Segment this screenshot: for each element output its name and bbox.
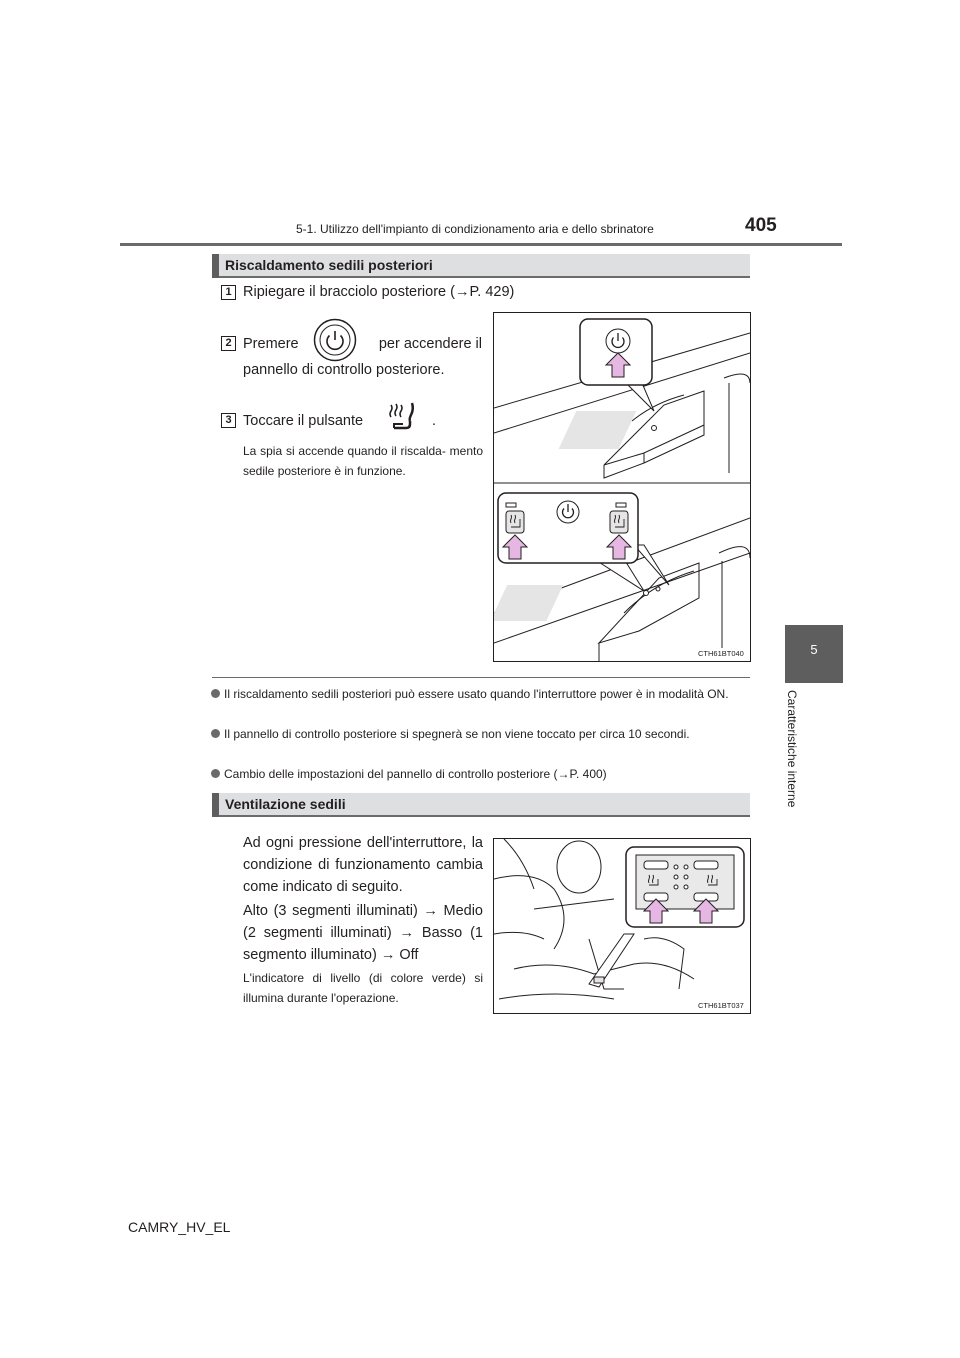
step-2-text-after: per accendere il: [378, 336, 482, 352]
step-3-note: La spia si accende quando il riscalda- mento sedile posteriore è in funzione.: [243, 444, 483, 478]
section-heading-seat-heating: [212, 254, 750, 278]
page-number: 405: [745, 215, 777, 236]
power-button-icon: [313, 318, 357, 362]
chapter-tab-number: 5: [810, 642, 818, 657]
illustration-code: CTH61BT040: [698, 649, 744, 658]
step-2-text-line2: pannello di controllo posteriore.: [243, 362, 445, 378]
note-text-2: Il pannello di controllo posteriore si spegnerà se non viene toccato per circa 10 secondi.: [224, 727, 690, 741]
illustration-seat-ventilation: [493, 838, 751, 1014]
chapter-side-label: [783, 690, 807, 830]
step-3-text-before: Toccare il pulsante: [243, 413, 364, 429]
step-number-2: 2: [221, 336, 236, 351]
header-divider: [120, 243, 842, 246]
notes-divider: [212, 677, 750, 678]
chapter-header: 5-1. Utilizzo dell'impianto di condizionamento aria e dello sbrinatore: [296, 222, 654, 236]
illustration-code: CTH61BT037: [698, 1001, 744, 1010]
seat-heater-icon: [382, 397, 420, 435]
note-item: [224, 685, 750, 703]
section-heading-seat-ventilation: [212, 793, 750, 817]
step-number-1: 1: [221, 285, 236, 300]
step-1-text: Ripiegare il bracciolo posteriore (→P. 429): [243, 284, 515, 300]
step-2-text-before: Premere: [243, 336, 299, 352]
step-number-3: 3: [221, 413, 236, 428]
section-title: Ventilazione sedili: [225, 796, 346, 812]
ventilation-note: L'indicatore di livello (di colore verde) si illumina durante l'operazione.: [243, 971, 483, 1005]
note-text-1: Il riscaldamento sedili posteriori può essere usato quando l'interruttore power è in modalità ON.: [224, 687, 729, 701]
note-item: [224, 725, 750, 743]
note-text-3: Cambio delle impostazioni del pannello di controllo posteriore (→P. 400): [224, 767, 607, 781]
ventilation-description: Ad ogni pressione dell'interruttore, la condizione di funzionamento cambia come indicato di seguito.: [243, 835, 483, 895]
step-3-text-after: .: [432, 413, 437, 429]
ventilation-levels: Alto (3 segmenti illuminati) → Medio (2 segmenti illuminati) → Basso (1 segmento illuminato) → Off: [243, 903, 483, 963]
chapter-side-label-text: Caratteristiche interne: [785, 690, 799, 808]
illustration-rear-seat-heater: [493, 312, 751, 662]
section-title: Riscaldamento sedili posteriori: [225, 257, 433, 273]
note-item: [224, 765, 750, 783]
document-footer: CAMRY_HV_EL: [128, 1219, 231, 1235]
